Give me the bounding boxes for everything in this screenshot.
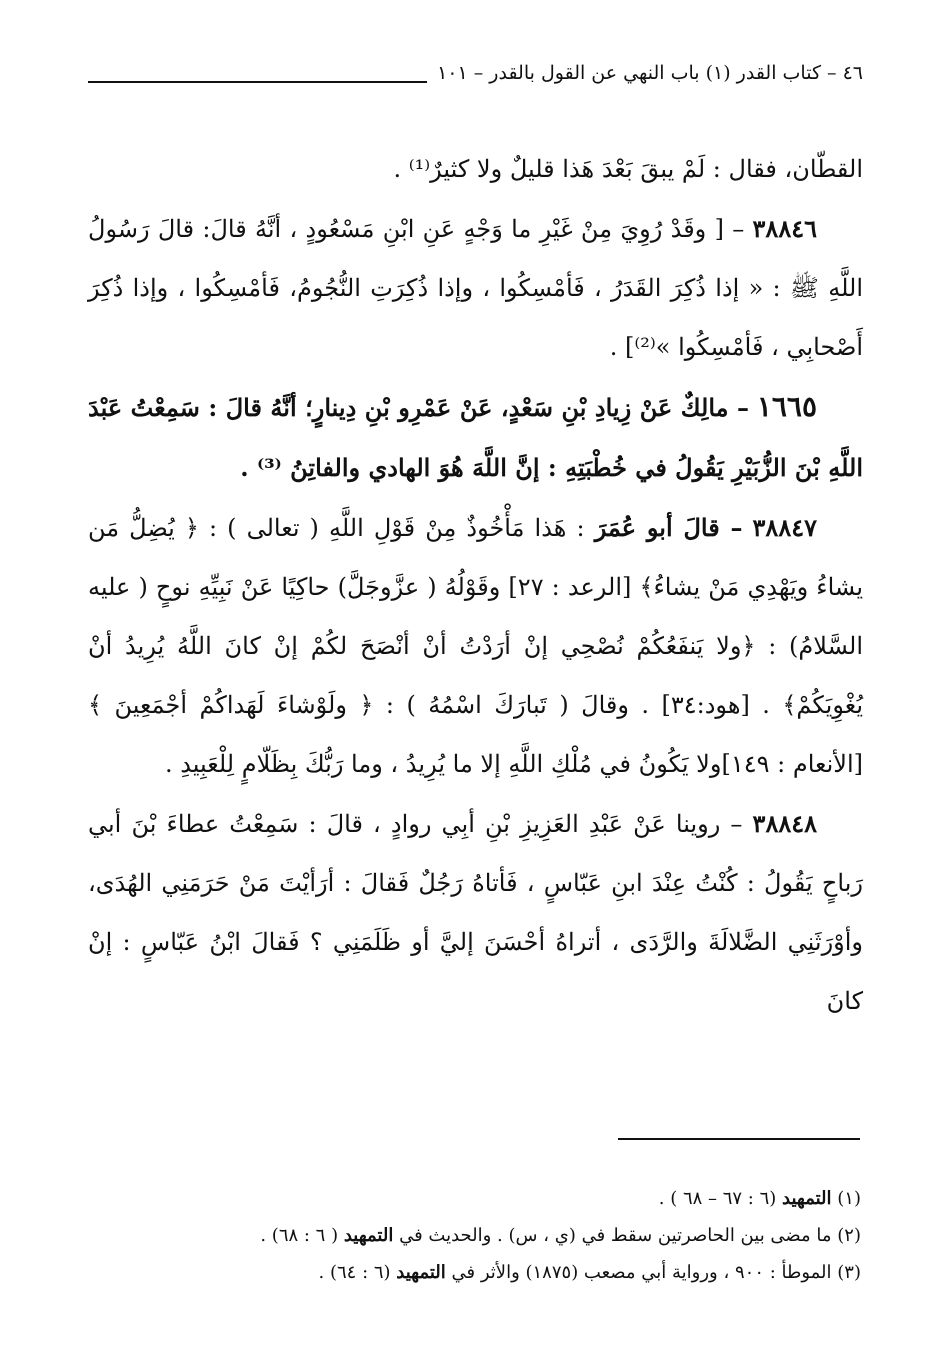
paragraph-continuation (88, 140, 863, 199)
paragraph-text: القطّان، فقال : لَمْ يبقَ بَعْدَ هَذا قليلٌ ولا كثيرٌ⁽¹⁾ . (393, 155, 863, 183)
running-header-title: ٤٦ – كتاب القدر (١) باب النهي عن القول بالقدر – ١٠١ (437, 62, 863, 84)
footnote-text: (٦ : ٦٧ – ٦٨ ) . (658, 1188, 777, 1209)
paragraph-number: ٣٨٨٤٧ (752, 513, 817, 542)
paragraph-text: – روينا عَنْ عَبْدِ العَزِيزِ بْنِ أبِي روادٍ ، قالَ : سَمِعْتُ عطاءَ بْنَ أبي رَباحٍ يَقُولُ : كُنْتُ عِنْدَ ابنِ عَبّاسٍ ، فَأتاهُ رَجُلٌ فَقالَ : أرَأيْتَ مَنْ حَرَمَنِي الهُدَى، وأوْرَثَنِي الضَّلالَةَ والرَّدَى ، أتراهُ أحْسَنَ إليَّ أو ظَلَمَنِي ؟ فَقالَ ابْنُ عَبّاسٍ : إنْ كانَ (88, 810, 863, 1015)
paragraph-lead: – قالَ أبو عُمَرَ (594, 513, 743, 542)
paragraph-1665 (88, 377, 863, 498)
paragraph-text: : هَذا مَأْخُوذٌ مِنْ قَوْلِ اللَّهِ ( تعالى ) : ﴿ يُضِلُّ مَن يشاءُ ويَهْدِي مَنْ يشاءُ﴾ [الرعد : ٢٧] وقَوْلُهُ ( عزَّوجَلَّ) حاكِيًا عَنْ نَبِيِّهِ نوحٍ ( عليه السَّلامُ) : ﴿ولا يَنفَعُكُمْ نُصْحِي إنْ أرَدْتُ أنْ أنْصَحَ لكُمْ إنْ كانَ اللَّهُ يُرِيدُ أنْ يُغْوِيَكُمْ﴾ . [هود:٣٤] . وقالَ ( تَبارَكَ اسْمُهُ ) : ﴿ ولَوْشاءَ لَهَداكُمْ أجْمَعِينَ ﴾ [الأنعام : ١٤٩]ولا يَكُونُ في مُلْكِ اللَّهِ إلا ما يُرِيدُ ، وما رَبُّكَ بِظَلّامٍ لِلْعَبِيدِ . (88, 514, 863, 778)
footnote-source: التمهيد (343, 1225, 394, 1246)
footnote-1 (88, 1180, 861, 1217)
paragraph-number: ٣٨٨٤٨ (752, 809, 817, 838)
footnote-text: الموطأ : ٩٠٠ ، ورواية أبي مصعب (١٨٧٥) والأثر في (451, 1262, 832, 1283)
footnotes (88, 1180, 861, 1291)
paragraph-38848 (88, 794, 863, 1031)
header-rule (88, 81, 427, 83)
footnote-marker: (٢) (837, 1225, 861, 1246)
footnote-text: ما مضى بين الحاصرتين سقط في (ي ، س) . والحديث في (399, 1225, 832, 1246)
footnote-marker: (٣) (837, 1262, 861, 1283)
paragraph-number: ٣٨٨٤٦ (752, 214, 817, 243)
footnote-2 (88, 1217, 861, 1254)
footnote-source: التمهيد (782, 1188, 832, 1209)
hadith-number: ١٦٦٥ (756, 390, 817, 423)
paragraph-text: – مالِكٌ عَنْ زِيادِ بْنِ سَعْدٍ، عَنْ عَمْرِو بْنِ دِينارٍ؛ أنَّهُ قالَ : سَمِعْتُ عَبْدَ اللَّهِ بْنَ الزُّبَيْرِ يَقُولُ في خُطْبَتِهِ : إنَّ اللَّهَ هُوَ الهادي والفاتِنُ ⁽³⁾ . (88, 393, 863, 482)
main-text (88, 140, 863, 1031)
footnote-tail: (٦ : ٦٤) . (318, 1262, 391, 1283)
running-header (88, 58, 863, 88)
footnote-separator (618, 1138, 860, 1140)
footnote-3 (88, 1254, 861, 1291)
footnote-tail: ( ٦ : ٦٨) . (260, 1225, 339, 1246)
paragraph-text: – [ وقَدْ رُوِيَ مِنْ غَيْرِ ما وَجْهٍ عَنِ ابْنِ مَسْعُودٍ ، أنَّهُ قالَ: قالَ رَسُولُ اللَّهِ ﷺ : « إذا ذُكِرَ القَدَرُ ، فَأمْسِكُوا ، وإذا ذُكِرَتِ النُّجُومُ، فَأمْسِكُوا ، وإذا ذُكِرَ أَصْحابِي ، فَأمْسِكُوا »⁽²⁾] . (88, 215, 863, 361)
footnote-source: التمهيد (396, 1262, 446, 1283)
paragraph-38846 (88, 199, 863, 377)
paragraph-38847 (88, 498, 863, 794)
footnote-marker: (١) (837, 1188, 861, 1209)
